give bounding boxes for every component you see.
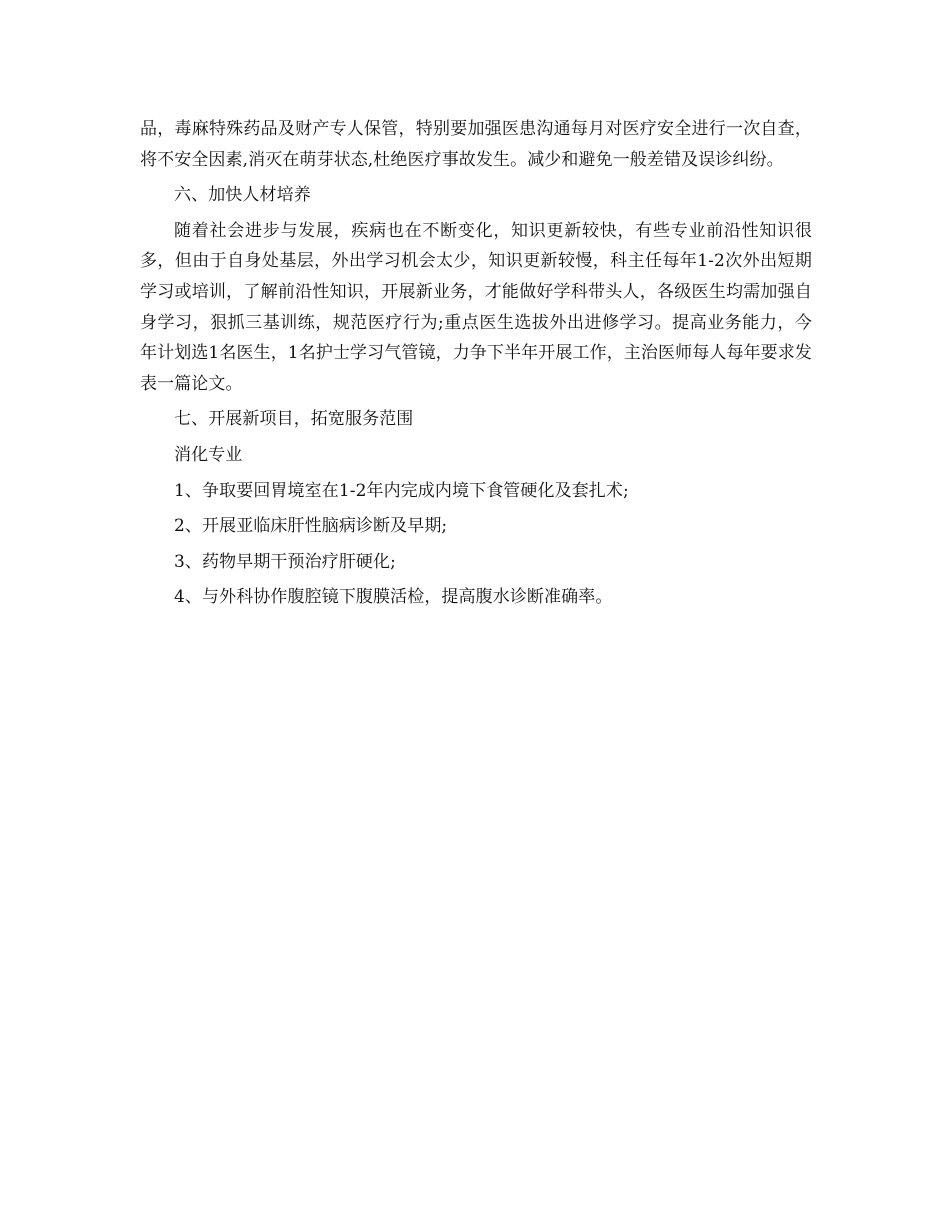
subheading-digestive-specialty: 消化专业 bbox=[174, 444, 243, 465]
list-item: 4、与外科协作腹腔镜下腹膜活检，提高腹水诊断准确率。 bbox=[174, 587, 613, 608]
section-heading-new-projects: 七、开展新项目，拓宽服务范围 bbox=[174, 409, 414, 430]
list-item: 2、开展亚临床肝性脑病诊断及早期; bbox=[174, 516, 448, 537]
document-body bbox=[140, 114, 812, 618]
list-item: 1、争取要回胃境室在1-2年内完成内境下食管硬化及套扎术; bbox=[174, 480, 629, 501]
paragraph-safety-continuation: 品，毒麻特殊药品及财产专人保管，特别要加强医患沟通每月对医疗安全进行一次自查，将不安全因素,消灭在萌芽状态,杜绝医疗事故发生。减少和避免一般差错及误诊纠纷。 bbox=[140, 119, 812, 170]
section-heading-talent-training: 六、加快人材培养 bbox=[174, 185, 311, 206]
paragraph-talent-training: 随着社会进步与发展，疾病也在不断变化，知识更新较快，有些专业前沿性知识很多，但由于自身处基层，外出学习机会太少，知识更新较慢，科主任每年1-2次外出短期学习或培训，了解前沿性知识，开展新业务，才能做好学科带头人，各级医生均需加强自身学习，狠抓三基训练，规范医疗行为;重点医生选拔外出进修学习。提高业务能力，今年计划选1名医生，1名护士学习气管镜，力争下半年开展工作，主治医师每人每年要求发表一篇论文。 bbox=[140, 220, 812, 394]
list-item: 3、药物早期干预治疗肝硬化; bbox=[174, 551, 396, 572]
